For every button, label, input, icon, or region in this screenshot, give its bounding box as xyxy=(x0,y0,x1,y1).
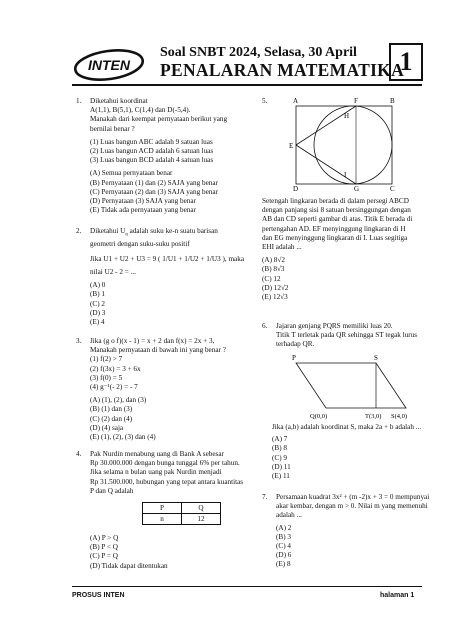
svg-text:E: E xyxy=(289,142,294,150)
exam-title: Soal SNBT 2024, Selasa, 30 April xyxy=(160,45,357,60)
q3-option-e[interactable]: (E) (1), (2), (3) dan (4) xyxy=(90,433,156,442)
q2-option-d[interactable]: (D) 3 xyxy=(90,308,106,317)
svg-text:G: G xyxy=(354,185,360,191)
pq-header-q: Q xyxy=(182,503,221,514)
q5-option-d[interactable]: (D) 12√2 xyxy=(262,283,289,292)
pq-header-p: P xyxy=(143,503,182,514)
question-6: Jajaran genjang PQRS memiliki luas 20. Titik T terletak pada QR sehingga ST tegak lurus terhadap QR. xyxy=(276,322,418,349)
svg-text:T(3,0): T(3,0) xyxy=(365,413,382,420)
q5-option-c[interactable]: (C) 12 xyxy=(262,274,281,283)
pq-table xyxy=(142,502,221,525)
q6-parallelogram-diagram xyxy=(286,350,416,422)
svg-text:F: F xyxy=(354,97,358,105)
svg-text:S: S xyxy=(374,354,378,362)
svg-text:P: P xyxy=(292,354,296,362)
q3-number: 3. xyxy=(76,337,82,345)
q7-number: 7. xyxy=(262,493,268,501)
svg-text:C: C xyxy=(390,185,395,191)
q2-option-a[interactable]: (A) 0 xyxy=(90,281,106,290)
q1-option-c[interactable]: (C) Pernyataan (2) dan (3) SAJA yang benar xyxy=(90,187,218,196)
q6-number: 6. xyxy=(262,322,268,330)
svg-text:INTEN: INTEN xyxy=(88,57,130,73)
q3-option-d[interactable]: (D) (4) saja xyxy=(90,423,124,432)
header-divider xyxy=(72,84,422,86)
q2-equation: Jika U1 + U2 + U3 = 9 ( 1/U1 + 1/U2 + 1/U3 ), maka xyxy=(90,254,245,263)
q4-option-d[interactable]: (D) Tidak dapat ditentukan xyxy=(90,561,168,570)
exam-subject: PENALARAN MATEMATIKA xyxy=(160,60,405,80)
q4-option-c[interactable]: (C) P = Q xyxy=(90,552,118,561)
q5-circle-square-diagram xyxy=(280,95,410,191)
q1-option-b[interactable]: (B) Pernyataan (1) dan (2) SAJA yang benar xyxy=(90,178,218,187)
svg-text:A: A xyxy=(293,97,299,105)
q2-option-b[interactable]: (B) 1 xyxy=(90,290,105,299)
q3-option-c[interactable]: (C) (2) dan (4) xyxy=(90,414,133,423)
footer-page-number: halaman 1 xyxy=(380,592,415,599)
q3-option-a[interactable]: (A) (1), (2), dan (3) xyxy=(90,396,147,405)
question-7: Persamaan kuadrat 3x² + (m -2)x + 3 = 0 mempunyai akar kembar, dengan m > 0. Nilai m yang memenuhi adalah ... (A) 2 (B) 3 (C) 4 (D) 6 (E) 8 xyxy=(276,493,430,569)
q5-option-a[interactable]: (A) 8√2 xyxy=(262,256,285,265)
q5-number: 5. xyxy=(262,97,268,105)
page-number-box: 1 xyxy=(389,43,423,81)
q7-option-d[interactable]: (D) 6 xyxy=(276,551,292,560)
svg-text:H: H xyxy=(344,112,350,120)
q7-option-c[interactable]: (C) 4 xyxy=(276,542,291,551)
q6-rest: Jika (a,b) adalah koordinat S, maka 2a + b adalah ... (A) 7 (B) 8 (C) 9 (D) 11 (E) 11 xyxy=(272,423,422,481)
pq-cell-p: n xyxy=(143,514,182,525)
question-3: Jika (g o f)(x - 1) = x + 2 dan f(x) = 2x + 3, Manakah pernyataan di bawah ini yang benar ? (1) f(2) > 7 (2) f(3x) = 3 + 6x (3) f(0) = 5 (4) g⁻¹(- 2) = - 7 (A) (1), (2), dan (3) (B) (1) dan (3) (C) (2) dan (4) (D) (4) saja (E) (1), (2), (3) dan (4) xyxy=(90,337,226,442)
question-2: Diketahui $U_n$ adalah suku ke-n suatu barisan geometri dengan suku-suku positif Jika U1 + U2 + U3 = 9 ( 1/U1 + 1/U2 + 1/U3 ), maka nilai U2 - 2 = ... (A) 0 (B) 1 (C) 2 (D) 3 (E) 4 xyxy=(90,227,245,327)
q2-option-e[interactable]: (E) 4 xyxy=(90,318,105,327)
svg-text:D: D xyxy=(293,185,299,191)
q6-option-c[interactable]: (C) 9 xyxy=(272,453,287,462)
q5-option-b[interactable]: (B) 8√3 xyxy=(262,265,285,274)
q6-option-d[interactable]: (D) 11 xyxy=(272,462,291,471)
q1-option-a[interactable]: (A) Semua pernyataan benar xyxy=(90,169,173,178)
q6-option-e[interactable]: (E) 11 xyxy=(272,472,290,481)
pq-cell-q: 12 xyxy=(182,514,221,525)
q1-option-e[interactable]: (E) Tidak ada pernyataan yang benar xyxy=(90,206,196,215)
question-5: Setengah lingkaran berada di dalam persegi ABCD dengan panjang sisi 8 satuan bersinggungan dengan AB dan CD seperti gambar di atas. Titik E berada di pertengahan AD. EF menyinggung lingkaran di H dan EG menyinggung lingkaran di I. Luas segitiga EHI adalah ... (A) 8√2 (B) 8√3 (C) 12 (D) 12√2 (E) 12√3 xyxy=(262,197,413,302)
q7-option-b[interactable]: (B) 3 xyxy=(276,532,291,541)
svg-text:Q(0,0): Q(0,0) xyxy=(310,413,328,420)
q4-option-a[interactable]: (A) P > Q xyxy=(90,534,119,542)
question-1: Diketahui koordinat A(1,1), B(5,1), C(1,4) dan D(-5,4). Manakah dari keempat pernyataan berikut yang bernilai benar ? (1) Luas bangun ABC adalah 9 satuan luas (2) Luas bangun ACD adalah 6 satuan luas (3) Luas bangun BCD adalah 4 satuan luas (A) Semua pernyataan benar (B) Pernyataan (1) dan (2) SAJA yang benar (C) Pernyataan (2) dan (3) SAJA yang benar (D) Pernyataan (3) SAJA yang benar (E) Tidak ada pernyataan yang benar xyxy=(90,97,228,215)
q6-option-b[interactable]: (B) 8 xyxy=(272,444,287,453)
q5-option-e[interactable]: (E) 12√3 xyxy=(262,293,288,302)
svg-text:I: I xyxy=(344,171,347,179)
q7-option-e[interactable]: (E) 8 xyxy=(276,560,291,569)
inten-logo xyxy=(72,47,146,83)
q2-option-c[interactable]: (C) 2 xyxy=(90,299,105,308)
svg-text:S(4,0): S(4,0) xyxy=(391,413,408,420)
q3-option-b[interactable]: (B) (1) dan (3) xyxy=(90,405,133,414)
q1-option-d[interactable]: (D) Pernyataan (3) SAJA yang benar xyxy=(90,197,196,206)
q1-number: 1. xyxy=(76,97,82,105)
footer-publisher: PROSUS INTEN xyxy=(72,592,125,599)
q4-number: 4. xyxy=(76,450,82,458)
q4-option-b[interactable]: (B) P < Q xyxy=(90,543,118,552)
footer-divider xyxy=(72,586,422,587)
question-4: Pak Nurdin menabung uang di Bank A sebesar Rp 30.000.000 dengan bunga tunggal 6% per tahun. Jika selama n bulan uang pak Nurdin menjadi Rp 31.500.000, hubungan yang tepat antara kuantitas P dan Q adalah xyxy=(90,450,244,495)
q6-option-a[interactable]: (A) 7 xyxy=(272,435,288,444)
q4-options xyxy=(90,534,168,571)
q7-option-a[interactable]: (A) 2 xyxy=(276,523,292,532)
svg-text:B: B xyxy=(390,97,395,105)
q2-number: 2. xyxy=(76,227,82,235)
